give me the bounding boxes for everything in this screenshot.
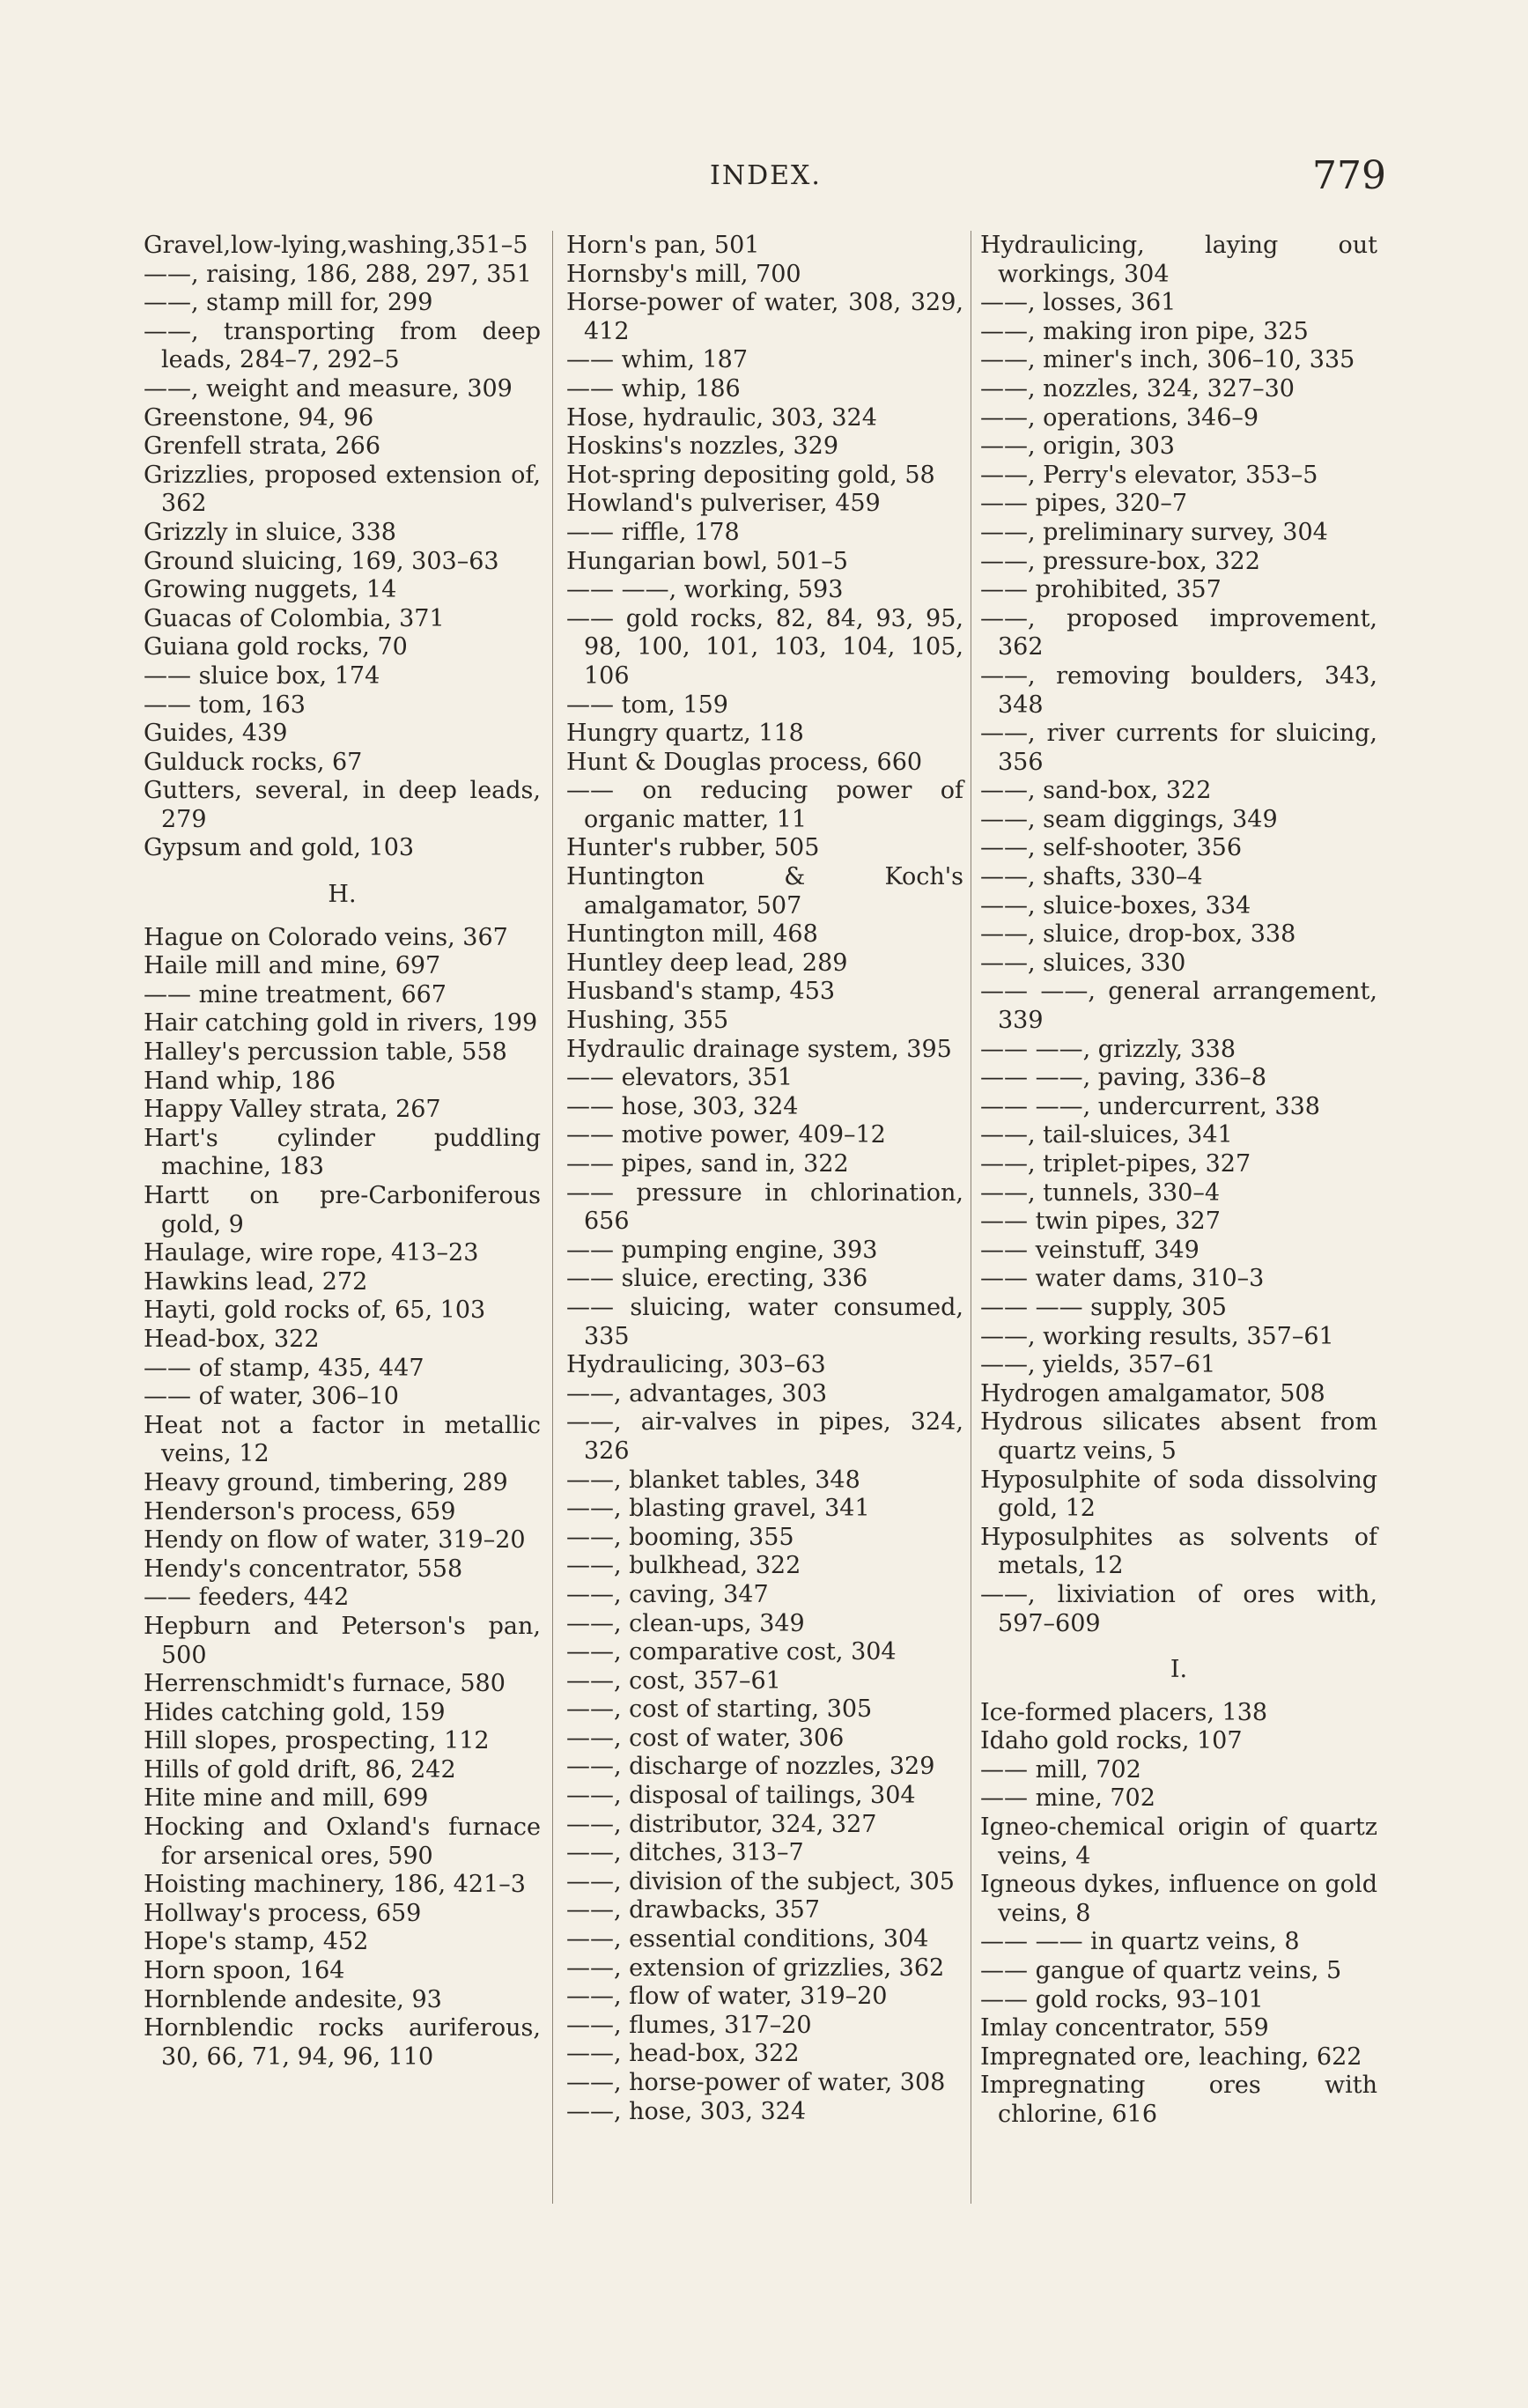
- index-entry: —— tom, 159: [566, 691, 728, 719]
- index-entry: Greenstone, 94, 96: [144, 403, 374, 432]
- index-entry: Impregnated ore, leaching, 622: [980, 2042, 1362, 2071]
- index-entry: Huntington & Koch's amalgamator, 507: [566, 863, 963, 920]
- index-entry: ——, head-box, 322: [566, 2040, 800, 2068]
- index-entry: ——, Perry's elevator, 353–5: [980, 461, 1318, 489]
- index-entry: ——, losses, 361: [980, 289, 1177, 317]
- index-entry: ——, making iron pipe, 325: [980, 317, 1309, 345]
- index-entry: Hornblende andesite, 93: [144, 1985, 442, 2013]
- index-entry: Husband's stamp, 453: [566, 978, 836, 1006]
- index-entry: Heat not a factor in metallic veins, 12: [144, 1411, 541, 1468]
- index-entry: ——, working results, 357–61: [980, 1322, 1334, 1350]
- index-entry: ——, raising, 186, 288, 297, 351: [144, 260, 532, 288]
- index-entry: —— ——, paving, 336–8: [980, 1064, 1267, 1092]
- index-entry: ——, miner's inch, 306–10, 335: [980, 346, 1355, 374]
- index-entry: ——, transporting from deep leads, 284–7, 292–5: [144, 317, 541, 374]
- index-entry: Hendy's concentrator, 558: [144, 1555, 463, 1583]
- index-entry: Haile mill and mine, 697: [144, 952, 441, 980]
- index-entry: Hocking and Oxland's furnace for arsenical ores, 590: [144, 1813, 541, 1870]
- index-entry: ——, tunnels, 330–4: [980, 1178, 1221, 1207]
- index-entry: Gravel,low-lying,washing,351–5: [144, 232, 528, 259]
- index-entry: ——, seam diggings, 349: [980, 805, 1278, 833]
- index-entry: Hite mine and mill, 699: [144, 1784, 429, 1813]
- index-entry: Hungry quartz, 118: [566, 720, 804, 748]
- index-entry: ——, bulkhead, 322: [566, 1552, 801, 1580]
- index-entry: —— prohibited, 357: [980, 576, 1222, 604]
- index-entry: Huntington mill, 468: [566, 920, 818, 949]
- index-entry: Growing nuggets, 14: [144, 576, 397, 604]
- index-entry: Howland's pulveriser, 459: [566, 490, 881, 518]
- index-entry: Hepburn and Peterson's pan, 500: [144, 1612, 541, 1669]
- index-entry: Igneo-chemical origin of quartz veins, 4: [980, 1813, 1377, 1870]
- index-column-2: [566, 232, 963, 2126]
- index-entry: —— riffle, 178: [566, 518, 740, 546]
- index-entry: Grizzly in sluice, 338: [144, 518, 396, 546]
- index-entry: Horn spoon, 164: [144, 1957, 345, 1985]
- index-entry: —— ——, working, 593: [566, 576, 844, 604]
- index-entry: Hushing, 355: [566, 1007, 729, 1035]
- index-entry: Igneous dykes, influence on gold veins, 8: [980, 1871, 1377, 1927]
- index-entry: Heavy ground, timbering, 289: [144, 1468, 508, 1496]
- index-entry: —— gangue of quartz veins, 5: [980, 1957, 1342, 1985]
- index-entry: —— gold rocks, 93–101: [980, 1985, 1264, 2013]
- index-entry: ——, caving, 347: [566, 1580, 769, 1608]
- index-entry: ——, nozzles, 324, 327–30: [980, 374, 1295, 403]
- index-entry: Hope's stamp, 452: [144, 1928, 369, 1956]
- index-entry: Hollway's process, 659: [144, 1899, 422, 1927]
- index-entry: —— pressure in chlorination, 656: [566, 1178, 963, 1236]
- index-entry: —— pipes, 320–7: [980, 490, 1187, 518]
- index-entry: —— ——, grizzly, 338: [980, 1035, 1236, 1063]
- index-entry: ——, advantages, 303: [566, 1379, 828, 1407]
- index-entry: Happy Valley strata, 267: [144, 1096, 441, 1124]
- index-entry: ——, essential conditions, 304: [566, 1925, 929, 1954]
- index-entry: —— tom, 163: [144, 691, 306, 719]
- index-entry: —— water dams, 310–3: [980, 1265, 1265, 1293]
- index-entry: ——, sluice, drop-box, 338: [980, 920, 1296, 949]
- index-entry: ——, ditches, 313–7: [566, 1839, 804, 1867]
- index-entry: ——, hose, 303, 324: [566, 2097, 807, 2125]
- index-entry: ——, cost, 357–61: [566, 1666, 781, 1695]
- index-entry: —— of stamp, 435, 447: [144, 1354, 424, 1382]
- index-column-1: [144, 232, 541, 2072]
- index-entry: ——, comparative cost, 304: [566, 1638, 897, 1666]
- index-entry: ——, sluices, 330: [980, 949, 1186, 977]
- index-entry: Huntley deep lead, 289: [566, 949, 848, 977]
- index-entry: ——, flow of water, 319–20: [566, 1983, 888, 2011]
- index-entry: Hoskins's nozzles, 329: [566, 432, 839, 461]
- index-entry: Guiana gold rocks, 70: [144, 633, 408, 661]
- index-entry: ——, pressure-box, 322: [980, 547, 1260, 575]
- index-entry: —— whip, 186: [566, 374, 741, 403]
- index-entry: Hydraulicing, laying out workings, 304: [980, 232, 1377, 288]
- index-entry: Hague on Colorado veins, 367: [144, 923, 508, 951]
- index-entry: Hydraulicing, 303–63: [566, 1351, 826, 1379]
- index-entry: —— ——, undercurrent, 338: [980, 1092, 1320, 1120]
- index-entry: ——, shafts, 330–4: [980, 863, 1203, 891]
- index-entry: Imlay concentrator, 559: [980, 2014, 1269, 2042]
- index-entry: Hydrous silicates absent from quartz veins, 5: [980, 1408, 1377, 1465]
- index-entry: Hoisting machinery, 186, 421–3: [144, 1871, 526, 1899]
- index-entry: Hydraulic drainage system, 395: [566, 1035, 952, 1063]
- index-entry: —— whim, 187: [566, 346, 749, 374]
- index-entry: ——, triplet-pipes, 327: [980, 1150, 1251, 1178]
- index-entry: Hose, hydraulic, 303, 324: [566, 403, 877, 432]
- running-head: INDEX.: [710, 160, 822, 191]
- index-entry: ——, stamp mill for, 299: [144, 289, 433, 317]
- index-entry: Hot-spring depositing gold, 58: [566, 461, 935, 489]
- index-entry: ——, operations, 346–9: [980, 403, 1259, 432]
- index-entry: Hair catching gold in rivers, 199: [144, 1009, 538, 1038]
- index-entry: ——, origin, 303: [980, 432, 1175, 461]
- index-entry: —— hose, 303, 324: [566, 1092, 799, 1120]
- index-entry: Hornblendic rocks auriferous, 30, 66, 71, 94, 96, 110: [144, 2014, 541, 2071]
- index-entry: —— elevators, 351: [566, 1064, 794, 1092]
- index-entry: Ice-formed placers, 138: [980, 1698, 1268, 1726]
- index-entry: Idaho gold rocks, 107: [980, 1727, 1243, 1755]
- index-entry: Hydrogen amalgamator, 508: [980, 1379, 1325, 1407]
- index-entry: Hartt on pre-Carboniferous gold, 9: [144, 1182, 541, 1238]
- index-entry: —— ——, general arrangement, 339: [980, 978, 1377, 1035]
- index-entry: Grizzlies, proposed extension of, 362: [144, 461, 541, 518]
- index-entry: Horn's pan, 501: [566, 232, 760, 259]
- index-entry: ——, distributor, 324, 327: [566, 1810, 877, 1838]
- index-entry: ——, lixiviation of ores with, 597–609: [980, 1580, 1377, 1637]
- index-entry: Hungarian bowl, 501–5: [566, 547, 848, 575]
- page-number: 779: [1312, 153, 1386, 198]
- index-entry: —— sluice box, 174: [144, 661, 380, 690]
- index-entry: Hart's cylinder puddling machine, 183: [144, 1124, 541, 1181]
- index-entry: Ground sluicing, 169, 303–63: [144, 547, 499, 575]
- index-entry: —— of water, 306–10: [144, 1383, 399, 1411]
- index-entry: Henderson's process, 659: [144, 1497, 456, 1525]
- index-entry: —— motive power, 409–12: [566, 1121, 886, 1149]
- index-entry: ——, sluice-boxes, 334: [980, 891, 1251, 920]
- index-entry: Hill slopes, prospecting, 112: [144, 1727, 490, 1755]
- index-entry: ——, horse-power of water, 308: [566, 2069, 946, 2096]
- index-entry: —— —— supply, 305: [980, 1293, 1227, 1321]
- index-entry: Gutters, several, in deep leads, 279: [144, 777, 541, 833]
- index-entry: ——, tail-sluices, 341: [980, 1121, 1233, 1149]
- index-entry: —— mill, 702: [980, 1755, 1141, 1784]
- index-entry: Hyposulphites as solvents of metals, 12: [980, 1523, 1377, 1580]
- index-entry: —— pumping engine, 393: [566, 1236, 878, 1264]
- index-column-3: [980, 232, 1377, 2130]
- index-entry: Halley's percussion table, 558: [144, 1038, 507, 1067]
- index-entry: Haulage, wire rope, 413–23: [144, 1239, 479, 1267]
- index-entry: —— mine treatment, 667: [144, 980, 447, 1008]
- index-entry: ——, discharge of nozzles, 329: [566, 1753, 935, 1781]
- index-entry: —— veinstuff, 349: [980, 1236, 1200, 1264]
- index-entry: Guacas of Colombia, 371: [144, 604, 445, 632]
- index-entry: Hyposulphite of soda dissolving gold, 12: [980, 1466, 1377, 1523]
- index-entry: ——, yields, 357–61: [980, 1351, 1216, 1379]
- index-entry: Gypsum and gold, 103: [144, 834, 415, 862]
- index-entry: —— —— in quartz veins, 8: [980, 1928, 1300, 1956]
- index-entry: ——, cost of starting, 305: [566, 1695, 873, 1724]
- index-entry: ——, river currents for sluicing, 356: [980, 720, 1377, 776]
- index-entry: ——, cost of water, 306: [566, 1724, 845, 1752]
- index-entry: ——, preliminary survey, 304: [980, 518, 1328, 546]
- index-entry: Herrenschmidt's furnace, 580: [144, 1670, 506, 1698]
- column-divider: [552, 231, 553, 2204]
- index-entry: Hendy on flow of water, 319–20: [144, 1526, 526, 1555]
- index-entry: Impregnating ores with chlorine, 616: [980, 2072, 1377, 2128]
- index-entry: ——, booming, 355: [566, 1523, 794, 1551]
- index-entry: ——, drawbacks, 357: [566, 1896, 820, 1924]
- index-entry: ——, blanket tables, 348: [566, 1466, 860, 1494]
- index-entry: ——, proposed improvement, 362: [980, 604, 1377, 661]
- index-entry: ——, division of the subject, 305: [566, 1867, 955, 1895]
- index-entry: ——, blasting gravel, 341: [566, 1495, 870, 1523]
- index-entry: ——, air-valves in pipes, 324, 326: [566, 1408, 963, 1465]
- index-entry: Hides catching gold, 159: [144, 1698, 446, 1726]
- index-entry: ——, flumes, 317–20: [566, 2011, 812, 2039]
- index-entry: ——, self-shooter, 356: [980, 834, 1243, 862]
- index-entry: ——, disposal of tailings, 304: [566, 1782, 916, 1810]
- index-entry: —— mine, 702: [980, 1784, 1155, 1813]
- index-entry: —— pipes, sand in, 322: [566, 1150, 849, 1178]
- index-entry: Gulduck rocks, 67: [144, 748, 363, 776]
- index-entry: —— sluicing, water consumed, 335: [566, 1293, 963, 1350]
- index-entry: ——, sand-box, 322: [980, 777, 1212, 805]
- section-heading: H.: [328, 881, 357, 909]
- index-entry: Guides, 439: [144, 720, 288, 748]
- index-entry: ——, extension of grizzlies, 362: [566, 1954, 945, 1982]
- index-entry: Head-box, 322: [144, 1325, 320, 1353]
- section-heading: I.: [1170, 1656, 1188, 1684]
- index-entry: Hawkins lead, 272: [144, 1267, 368, 1296]
- index-entry: —— feeders, 442: [144, 1584, 350, 1612]
- index-entry: —— gold rocks, 82, 84, 93, 95, 98, 100, 101, 103, 104, 105, 106: [566, 604, 963, 690]
- index-entry: ——, removing boulders, 343, 348: [980, 661, 1377, 719]
- index-entry: Horse-power of water, 308, 329, 412: [566, 289, 963, 345]
- index-entry: —— sluice, erecting, 336: [566, 1265, 868, 1293]
- index-entry: —— twin pipes, 327: [980, 1208, 1221, 1236]
- index-entry: Hunt & Douglas process, 660: [566, 748, 923, 776]
- index-entry: Hayti, gold rocks of, 65, 103: [144, 1296, 486, 1325]
- index-entry: Hunter's rubber, 505: [566, 834, 820, 862]
- index-entry: ——, weight and measure, 309: [144, 374, 513, 403]
- index-entry: —— on reducing power of organic matter, 11: [566, 777, 963, 833]
- index-entry: Hornsby's mill, 700: [566, 260, 801, 288]
- index-entry: Hills of gold drift, 86, 242: [144, 1755, 456, 1784]
- index-entry: Hand whip, 186: [144, 1067, 336, 1095]
- index-entry: ——, clean-ups, 349: [566, 1609, 805, 1637]
- index-entry: Grenfell strata, 266: [144, 432, 381, 461]
